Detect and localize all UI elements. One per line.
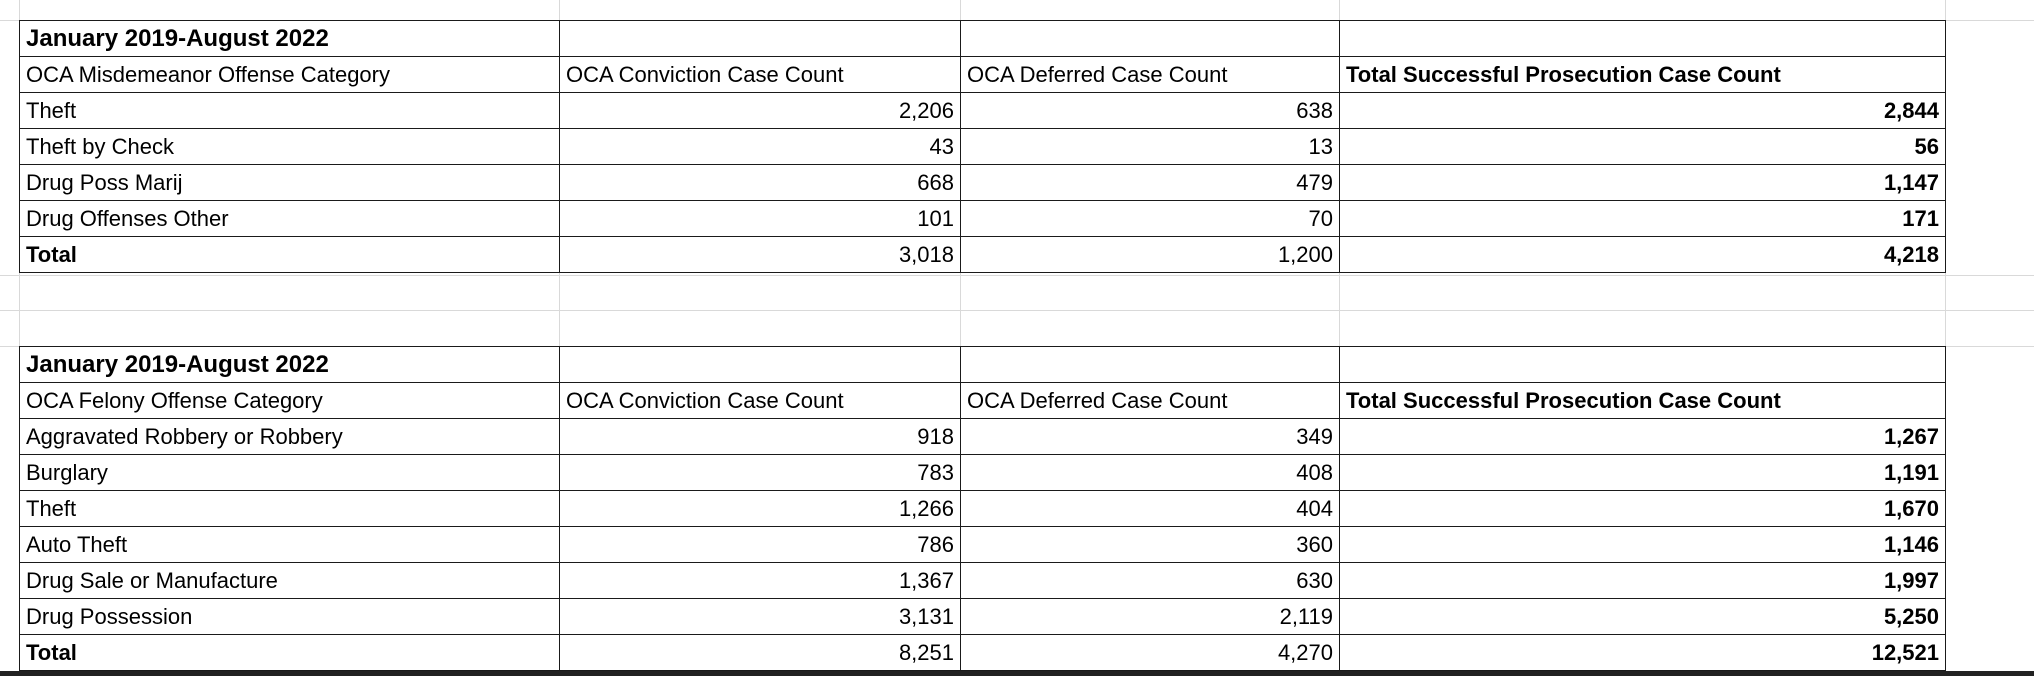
total-row <box>20 635 1946 671</box>
total-count-cell[interactable]: 1,146 <box>1340 527 1946 563</box>
total-count-cell[interactable]: 2,844 <box>1340 93 1946 129</box>
conviction-count-cell[interactable]: 786 <box>560 527 961 563</box>
table-row <box>20 527 1946 563</box>
total-count-cell[interactable]: 4,218 <box>1340 237 1946 273</box>
bottom-border <box>0 671 2034 676</box>
conviction-count-cell[interactable]: 783 <box>560 455 961 491</box>
column-header[interactable]: Total Successful Prosecution Case Count <box>1340 57 1946 93</box>
table-row <box>20 491 1946 527</box>
deferred-count-cell[interactable]: 638 <box>961 93 1340 129</box>
deferred-count-cell[interactable]: 360 <box>961 527 1340 563</box>
header-row <box>20 57 1946 93</box>
total-count-cell[interactable]: 5,250 <box>1340 599 1946 635</box>
empty-cell[interactable] <box>1340 347 1946 383</box>
deferred-count-cell[interactable]: 70 <box>961 201 1340 237</box>
category-cell[interactable]: Drug Offenses Other <box>20 201 560 237</box>
table-row <box>20 455 1946 491</box>
column-header[interactable]: OCA Deferred Case Count <box>961 383 1340 419</box>
total-count-cell[interactable]: 1,670 <box>1340 491 1946 527</box>
total-count-cell[interactable]: 1,997 <box>1340 563 1946 599</box>
total-count-cell[interactable]: 1,191 <box>1340 455 1946 491</box>
column-header[interactable]: Total Successful Prosecution Case Count <box>1340 383 1946 419</box>
conviction-count-cell[interactable]: 1,266 <box>560 491 961 527</box>
table-row <box>20 599 1946 635</box>
conviction-count-cell[interactable]: 8,251 <box>560 635 961 671</box>
empty-cell[interactable] <box>560 21 961 57</box>
conviction-count-cell[interactable]: 43 <box>560 129 961 165</box>
conviction-count-cell[interactable]: 101 <box>560 201 961 237</box>
deferred-count-cell[interactable]: 479 <box>961 165 1340 201</box>
deferred-count-cell[interactable]: 630 <box>961 563 1340 599</box>
felony-table <box>19 346 1946 671</box>
total-row <box>20 237 1946 273</box>
total-count-cell[interactable]: 171 <box>1340 201 1946 237</box>
misdemeanor-table <box>19 20 1946 273</box>
column-header[interactable]: OCA Conviction Case Count <box>560 383 961 419</box>
deferred-count-cell[interactable]: 13 <box>961 129 1340 165</box>
empty-cell[interactable] <box>560 347 961 383</box>
table-row <box>20 129 1946 165</box>
category-cell[interactable]: Drug Poss Marij <box>20 165 560 201</box>
total-count-cell[interactable]: 1,267 <box>1340 419 1946 455</box>
title-row <box>20 21 1946 57</box>
empty-cell[interactable] <box>1340 21 1946 57</box>
table-row <box>20 165 1946 201</box>
conviction-count-cell[interactable]: 668 <box>560 165 961 201</box>
conviction-count-cell[interactable]: 3,018 <box>560 237 961 273</box>
header-row <box>20 383 1946 419</box>
table-title[interactable]: January 2019-August 2022 <box>20 21 560 57</box>
table-row <box>20 201 1946 237</box>
deferred-count-cell[interactable]: 1,200 <box>961 237 1340 273</box>
conviction-count-cell[interactable]: 3,131 <box>560 599 961 635</box>
deferred-count-cell[interactable]: 408 <box>961 455 1340 491</box>
conviction-count-cell[interactable]: 918 <box>560 419 961 455</box>
gridline <box>0 275 2034 276</box>
category-cell[interactable]: Theft by Check <box>20 129 560 165</box>
total-label[interactable]: Total <box>20 237 560 273</box>
empty-cell[interactable] <box>961 347 1340 383</box>
empty-cell[interactable] <box>961 21 1340 57</box>
total-count-cell[interactable]: 56 <box>1340 129 1946 165</box>
total-count-cell[interactable]: 12,521 <box>1340 635 1946 671</box>
category-cell[interactable]: Burglary <box>20 455 560 491</box>
conviction-count-cell[interactable]: 1,367 <box>560 563 961 599</box>
category-cell[interactable]: Drug Sale or Manufacture <box>20 563 560 599</box>
total-label[interactable]: Total <box>20 635 560 671</box>
category-cell[interactable]: Theft <box>20 93 560 129</box>
deferred-count-cell[interactable]: 2,119 <box>961 599 1340 635</box>
deferred-count-cell[interactable]: 4,270 <box>961 635 1340 671</box>
column-header[interactable]: OCA Conviction Case Count <box>560 57 961 93</box>
conviction-count-cell[interactable]: 2,206 <box>560 93 961 129</box>
category-cell[interactable]: Drug Possession <box>20 599 560 635</box>
column-header[interactable]: OCA Deferred Case Count <box>961 57 1340 93</box>
deferred-count-cell[interactable]: 349 <box>961 419 1340 455</box>
total-count-cell[interactable]: 1,147 <box>1340 165 1946 201</box>
deferred-count-cell[interactable]: 404 <box>961 491 1340 527</box>
column-header[interactable]: OCA Misdemeanor Offense Category <box>20 57 560 93</box>
category-cell[interactable]: Theft <box>20 491 560 527</box>
category-cell[interactable]: Aggravated Robbery or Robbery <box>20 419 560 455</box>
table-title[interactable]: January 2019-August 2022 <box>20 347 560 383</box>
table-row <box>20 93 1946 129</box>
category-cell[interactable]: Auto Theft <box>20 527 560 563</box>
gridline <box>0 310 2034 311</box>
table-row <box>20 419 1946 455</box>
title-row <box>20 347 1946 383</box>
table-row <box>20 563 1946 599</box>
column-header[interactable]: OCA Felony Offense Category <box>20 383 560 419</box>
